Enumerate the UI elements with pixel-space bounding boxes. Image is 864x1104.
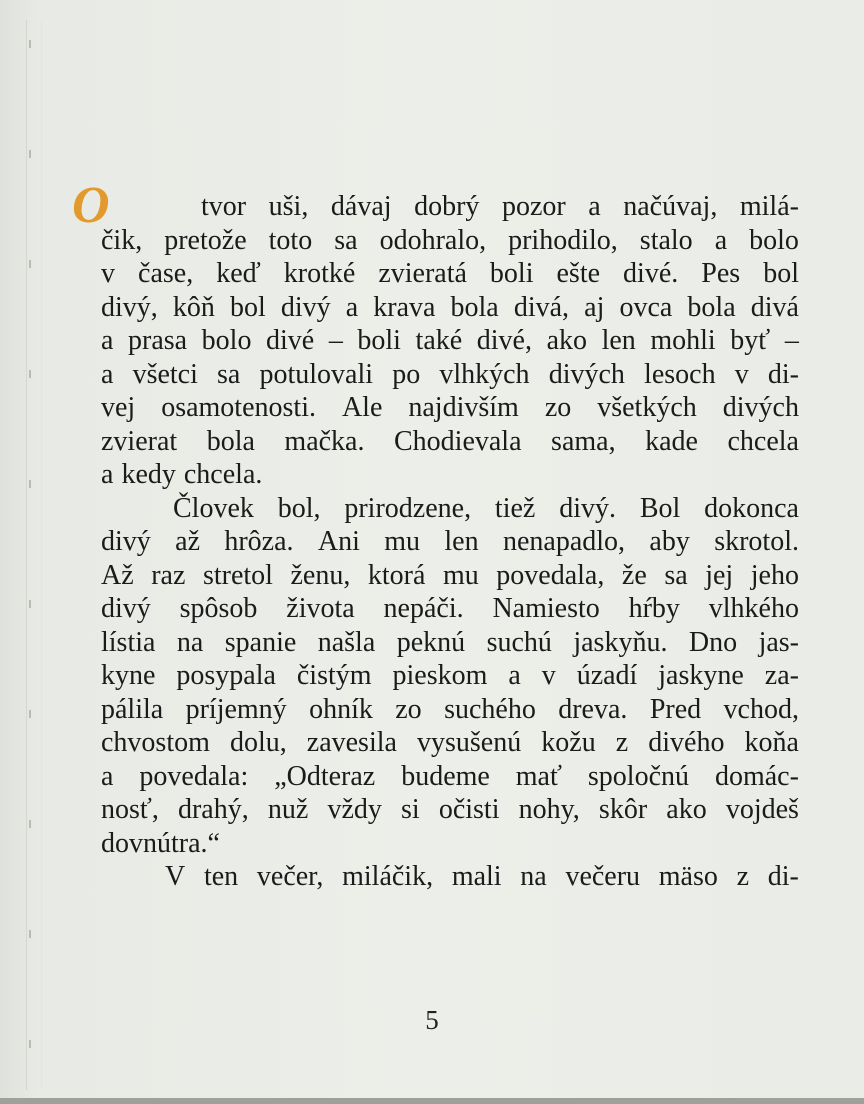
- text-line: čik, pretože toto sa odohralo, prihodilo, stalo a bolo: [101, 224, 799, 256]
- text-line: tvor uši, dávaj dobrý pozor a načúvaj, milá-: [201, 191, 799, 222]
- text-line: divý až hrôza. Ani mu len nenapadlo, aby skrotol.: [101, 526, 799, 557]
- text-line: pálila príjemný ohník zo suchého dreva. Pred vchod,: [101, 693, 799, 725]
- body-text: [101, 190, 799, 894]
- text-line: divý, kôň bol divý a krava bola divá, aj ovca bola divá: [101, 291, 799, 323]
- page-number: 5: [425, 1005, 439, 1035]
- text-line: a kedy chcela.: [101, 459, 263, 490]
- binding-stitch: [29, 710, 37, 718]
- text-line: a prasa bolo divé – boli také divé, ako len mohli byť –: [101, 325, 799, 356]
- text-line: divý spôsob života nepáči. Namiesto hŕby vlhkého: [101, 593, 799, 624]
- text-line: nosť, drahý, nuž vždy si očisti nohy, skôr ako vojdeš: [101, 794, 799, 825]
- binding-stitch: [29, 820, 37, 828]
- text-line: Až raz stretol ženu, ktorá mu povedala, že sa jej jeho: [101, 559, 799, 591]
- drop-cap-initial: O: [72, 177, 110, 234]
- binding-stitch: [29, 150, 37, 158]
- text-line: v čase, keď krotké zvieratá boli ešte divé. Pes bol: [101, 258, 799, 289]
- text-line: kyne posypala čistým pieskom a v úzadí jaskyne za-: [101, 660, 799, 691]
- binding-stitch: [29, 260, 37, 268]
- text-line: chvostom dolu, zavesila vysušenú kožu z divého koňa: [101, 727, 799, 758]
- text-line: a povedala: „Odteraz budeme mať spoločnú domác-: [101, 760, 799, 792]
- binding-stitch: [29, 930, 37, 938]
- binding-stitch: [29, 370, 37, 378]
- page-bottom-edge: [0, 1098, 864, 1104]
- text-line: Človek bol, prirodzene, tiež divý. Bol dokonca: [173, 492, 799, 524]
- text-line: vej osamotenosti. Ale najdivším zo všetkých divých: [101, 392, 799, 423]
- binding-stitch: [29, 1040, 37, 1048]
- binding-stitch: [29, 480, 37, 488]
- binding-stitch: [29, 600, 37, 608]
- binding-stitch: [29, 40, 37, 48]
- text-line: a všetci sa potulovali po vlhkých divých lesoch v di-: [101, 358, 799, 390]
- text-line: dovnútra.“: [101, 827, 220, 859]
- text-line: zvierat bola mačka. Chodievala sama, kade chcela: [101, 425, 799, 457]
- text-line: lístia na spanie našla peknú suchú jaskyňu. Dno jas-: [101, 626, 799, 658]
- text-line: V ten večer, miláčik, mali na večeru mäso z di-: [165, 861, 799, 892]
